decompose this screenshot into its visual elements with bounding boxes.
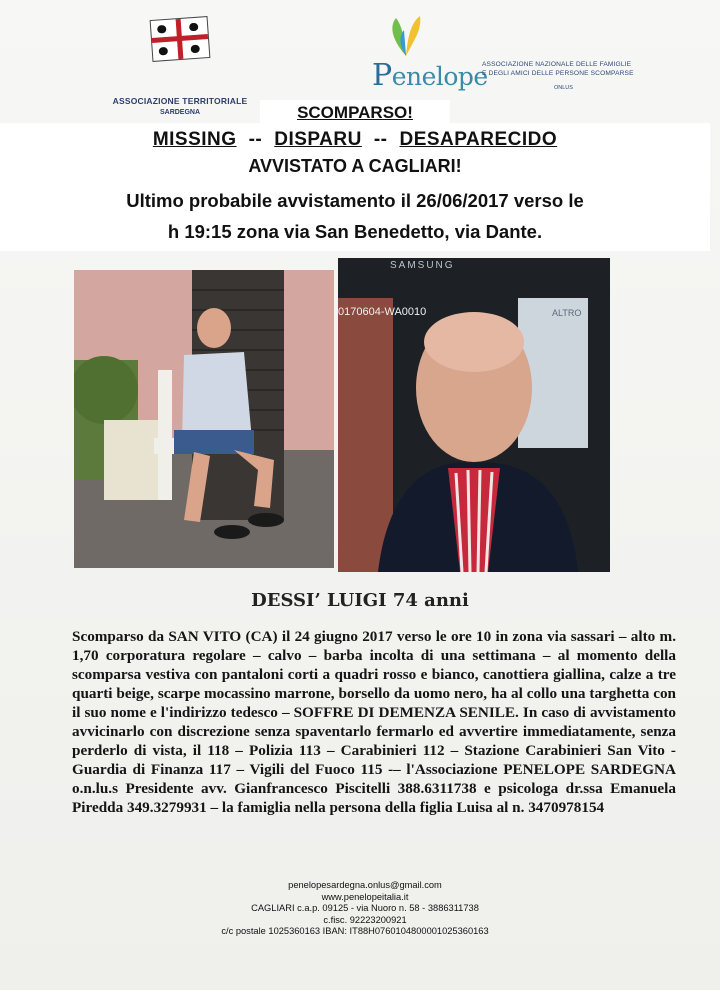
footer-email: penelopesardegna.onlus@gmail.com (288, 880, 442, 890)
photo-screen-text: ALTRO (552, 308, 582, 318)
logo-associazione-sardegna (100, 14, 260, 116)
scomparso-heading: SCOMPARSO! (297, 103, 413, 122)
avvistato-heading: AVVISTATO A CAGLIARI! (248, 156, 462, 176)
contact-footer (190, 880, 540, 938)
footer-cfisc: c.fisc. 92223200921 (323, 914, 407, 925)
org-name-line1: ASSOCIAZIONE TERRITORIALE (112, 96, 248, 106)
logo-penelope (368, 8, 668, 100)
onlus-label: ONLUS (554, 85, 573, 91)
photo-brand-text: SAMSUNG (390, 260, 455, 271)
footer-address: CAGLIARI c.a.p. 09125 - via Nuoro n. 58 - 3886311738 (251, 903, 479, 913)
butterfly-icon (386, 12, 426, 62)
footer-website: www.penelopeitalia.it (321, 891, 409, 902)
missing-word-en: MISSING (152, 129, 237, 150)
person-name: DESSI’ LUIGI 74 anni (251, 590, 469, 611)
missing-word-es: DESAPARECIDO (399, 129, 558, 150)
title-block (0, 123, 710, 251)
footer-bank: c/c postale 1025360163 IBAN: IT88H0760104800001025360163 (221, 926, 489, 936)
photo-portrait (338, 258, 610, 572)
sardinia-flag-icon (150, 16, 211, 62)
last-sighting: Ultimo probabile avvistamento il 26/06/2017 verso le h 19:15 zona via San Benedetto, via Dante. (126, 190, 584, 242)
penelope-brand: Penelope (372, 58, 488, 93)
org-name-line2: SARDEGNA (159, 109, 201, 116)
scomparso-label-box (260, 100, 450, 126)
photo-seated-man (74, 270, 334, 568)
missing-multilang: MISSING -- DISPARU -- DESAPARECIDO (152, 129, 558, 150)
missing-word-sc: DISPARU (274, 129, 362, 150)
photo-overlay-text: 0170604-WA0010 (338, 306, 427, 318)
penelope-tagline: ASSOCIAZIONE NAZIONALE DELLE FAMIGLIE E DEGLI AMICI DELLE PERSONE SCOMPARSE (482, 61, 634, 77)
description-text: Scomparso da SAN VITO (CA) il 24 giugno 2017 verso le ore 10 in zona via sassari – alto m. 1,70 corporatura regolare – calvo – barba incolta di una settimana – al momento della scomparsa vestiva con pantaloni corti a quadri rosso e bianco, canottiera giallina, calze a tre quarti beige, scarpe mocassino marrone, borsello da uomo nero, ha al collo una targhetta con il suo nome e l'indirizzo tedesco – SOFFRE DI DEMENZA SENILE. In caso di avvistamento avvicinarlo con discrezione senza spaventarlo fermarlo ed avvertire immediatamente, senza perderlo di vista, il 118 – Polizia 113 – Carabinieri 112 – Stazione Carabinieri San Vito - Guardia di Finanza 117 – Vigili del Fuoco 115 -– l'Associazione PENELOPE SARDEGNA o.n.lu.s Presidente avv. Gianfrancesco Piscitelli 388.6311738 e psicologa dr.ssa Emanuela Piredda 349.3279931 – la famiglia nella persona della figlia Luisa al n. 3470978154 (72, 628, 676, 816)
